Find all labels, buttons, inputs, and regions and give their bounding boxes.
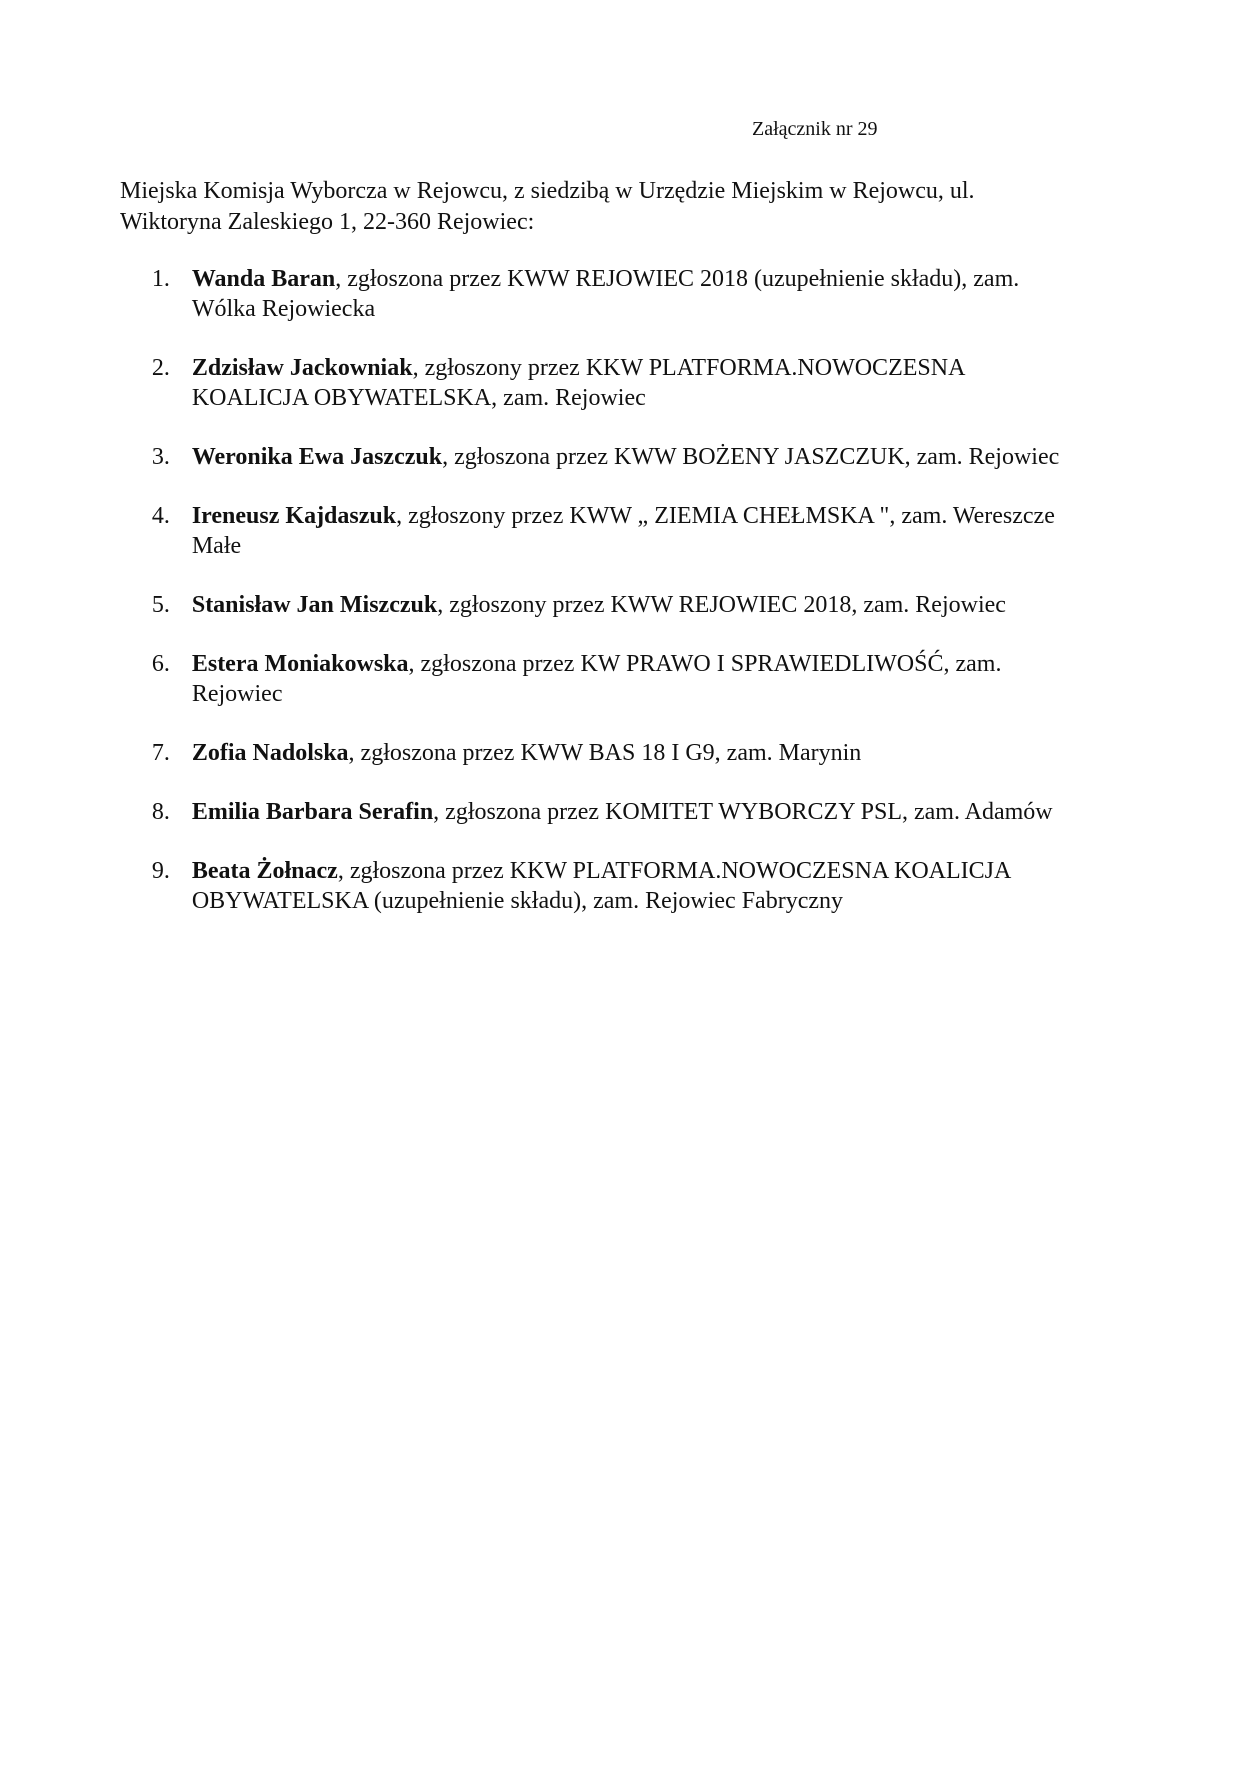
member-details: , zgłoszona przez KWW REJOWIEC 2018 (uzupełnienie składu), zam. Wólka Rejowiecka bbox=[191, 266, 1020, 322]
member-name: Zofia Nadolska bbox=[191, 740, 349, 766]
item-number: 6. bbox=[151, 651, 170, 677]
list-item bbox=[120, 590, 1080, 620]
item-number: 7. bbox=[151, 740, 170, 766]
list-item bbox=[120, 501, 1080, 561]
item-number: 8. bbox=[151, 799, 170, 825]
list-item bbox=[120, 264, 1080, 324]
item-number: 9. bbox=[151, 858, 170, 884]
member-name: Ireneusz Kajdaszuk bbox=[191, 503, 397, 529]
item-text bbox=[192, 856, 1080, 916]
annex-number: Załącznik nr 29 bbox=[752, 118, 878, 140]
list-item bbox=[120, 649, 1080, 709]
member-details: , zgłoszona przez KOMITET WYBORCZY PSL, zam. Adamów bbox=[433, 799, 1053, 825]
item-text bbox=[192, 738, 1080, 768]
item-number: 2. bbox=[151, 355, 170, 381]
member-name: Beata Żołnacz bbox=[191, 858, 338, 884]
members-list bbox=[120, 264, 1080, 945]
item-number: 3. bbox=[151, 444, 170, 470]
item-text bbox=[192, 797, 1080, 827]
member-details: , zgłoszona przez KW PRAWO I SPRAWIEDLIWOŚĆ, zam. Rejowiec bbox=[191, 651, 1002, 707]
list-item bbox=[120, 856, 1080, 916]
member-name: Emilia Barbara Serafin bbox=[191, 799, 434, 825]
member-name: Estera Moniakowska bbox=[191, 651, 409, 677]
item-text bbox=[192, 442, 1080, 472]
item-number: 5. bbox=[151, 592, 170, 618]
item-number: 4. bbox=[151, 503, 170, 529]
list-item bbox=[120, 353, 1080, 413]
item-number: 1. bbox=[151, 266, 170, 292]
member-name: Wanda Baran bbox=[191, 266, 336, 292]
item-text bbox=[192, 501, 1080, 561]
item-text bbox=[192, 590, 1080, 620]
member-details: , zgłoszony przez KKW PLATFORMA.NOWOCZESNA KOALICJA OBYWATELSKA, zam. Rejowiec bbox=[191, 355, 965, 411]
member-name: Weronika Ewa Jaszczuk bbox=[191, 444, 443, 470]
member-name: Stanisław Jan Miszczuk bbox=[191, 592, 438, 618]
list-item bbox=[120, 797, 1080, 827]
member-details: , zgłoszona przez KWW BAS 18 I G9, zam. Marynin bbox=[348, 740, 862, 766]
member-details: , zgłoszona przez KKW PLATFORMA.NOWOCZESNA KOALICJA OBYWATELSKA (uzupełnienie składu), zam. Rejowiec Fabryczny bbox=[191, 858, 1010, 914]
item-text bbox=[192, 649, 1080, 709]
intro-paragraph: Miejska Komisja Wyborcza w Rejowcu, z siedzibą w Urzędzie Miejskim w Rejowcu, ul. Wiktoryna Zaleskiego 1, 22-360 Rejowiec: bbox=[120, 178, 975, 235]
member-name: Zdzisław Jackowniak bbox=[191, 355, 413, 381]
item-text bbox=[192, 264, 1080, 324]
list-item bbox=[120, 738, 1080, 768]
member-details: , zgłoszony przez KWW „ ZIEMIA CHEŁMSKA ", zam. Wereszcze Małe bbox=[191, 503, 1055, 559]
member-details: , zgłoszona przez KWW BOŻENY JASZCZUK, zam. Rejowiec bbox=[442, 444, 1060, 470]
list-item bbox=[120, 442, 1080, 472]
item-text bbox=[192, 353, 1080, 413]
member-details: , zgłoszony przez KWW REJOWIEC 2018, zam. Rejowiec bbox=[437, 592, 1006, 618]
